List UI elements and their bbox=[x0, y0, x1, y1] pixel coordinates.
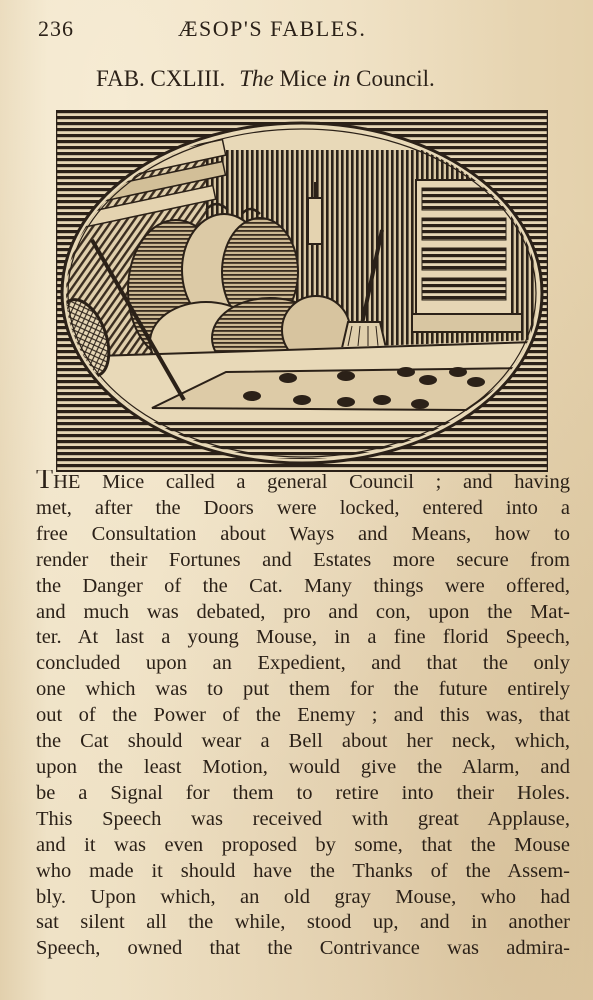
text-line-6: and much was debated, pro and con, upon the Mat- bbox=[36, 600, 570, 623]
woodcut-illustration bbox=[56, 110, 548, 472]
running-title: ÆSOP'S FABLES. bbox=[178, 16, 367, 41]
text-line-15: and it was even proposed by some, that the Mouse bbox=[36, 833, 570, 856]
text-line-9: one which was to put them for the future entirely bbox=[36, 678, 570, 701]
text-line-13: be a Signal for them to retire into their Holes. bbox=[36, 781, 570, 804]
fable-title-mice: Mice bbox=[279, 66, 327, 91]
text-line-7: ter. At last a young Mouse, in a fine florid Speech, bbox=[36, 626, 570, 649]
text-line-1-body: HE Mice called a general Council ; and having bbox=[53, 471, 570, 493]
fable-body-text bbox=[36, 470, 570, 962]
text-line-2: met, after the Doors were locked, entered into a bbox=[36, 496, 570, 519]
text-line-14: This Speech was received with great Applause, bbox=[36, 807, 570, 830]
fable-heading bbox=[96, 66, 536, 92]
text-line-1 bbox=[36, 470, 570, 496]
text-line-10: out of the Power of the Enemy ; and this was, that bbox=[36, 704, 570, 727]
woodcut-svg bbox=[56, 110, 548, 472]
text-line-16: who made it should have the Thanks of the Assem- bbox=[36, 859, 570, 882]
page-number: 236 bbox=[38, 16, 74, 41]
fable-number: FAB. CXLIII. bbox=[96, 66, 226, 91]
running-head bbox=[38, 14, 558, 44]
text-line-8: concluded upon an Expedient, and that the only bbox=[36, 652, 570, 675]
fable-title-in: in bbox=[332, 66, 351, 91]
text-line-18: sat silent all the while, stood up, and in another bbox=[36, 911, 570, 934]
text-line-17: bly. Upon which, an old gray Mouse, who had bbox=[36, 885, 570, 908]
text-line-4: render their Fortunes and Estates more secure from bbox=[36, 548, 570, 571]
drop-cap: T bbox=[36, 470, 54, 495]
text-line-3: free Consultation about Ways and Means, how to bbox=[36, 522, 570, 545]
fable-title-the: The bbox=[239, 66, 274, 91]
text-line-5: the Danger of the Cat. Many things were offered, bbox=[36, 574, 570, 597]
text-line-11: the Cat should wear a Bell about her neck, which, bbox=[36, 730, 570, 753]
text-line-19: Speech, owned that the Contrivance was admira- bbox=[36, 937, 570, 960]
fable-title-council: Council. bbox=[356, 66, 435, 91]
text-line-12: upon the least Motion, would give the Alarm, and bbox=[36, 755, 570, 778]
